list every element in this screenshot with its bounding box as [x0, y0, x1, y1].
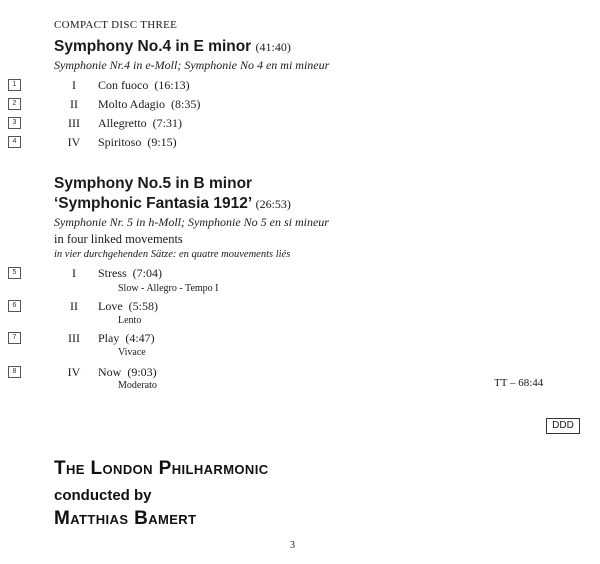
movement-title: Molto Adagio (8:35): [98, 97, 201, 111]
movement-numeral: II: [70, 299, 78, 313]
symphony5-note: in four linked movements: [54, 232, 183, 246]
page-number: 3: [290, 540, 295, 551]
movement-title: Now (9:03): [98, 365, 157, 379]
track-number-box: 3: [8, 117, 21, 129]
conductor-name: Matthias Bamert: [54, 508, 197, 529]
symphony4-subtitle: Symphonie Nr.4 in e-Moll; Symphonie No 4 en mi mineur: [54, 58, 330, 72]
tempo-marking: Lento: [118, 315, 142, 326]
symphony5-title: Symphony No.5 in B minor: [54, 175, 253, 192]
movement-title: Love (5:58): [98, 299, 158, 313]
track-number-box: 6: [8, 300, 21, 312]
movement-numeral: III: [68, 331, 80, 345]
symphony5-duration: (26:53): [255, 197, 291, 211]
movement-title: Play (4:47): [98, 331, 155, 345]
movement-title: Stress (7:04): [98, 266, 162, 280]
symphony5-note-translated: in vier durchgehenden Sätze: en quatre mouvements liés: [54, 249, 291, 260]
movement-numeral: IV: [67, 135, 81, 149]
orchestra-name: The London Philharmonic: [54, 458, 269, 479]
movement-numeral: III: [68, 116, 80, 130]
movement-title: Con fuoco (16:13): [98, 78, 190, 92]
track-number-box: 1: [8, 79, 21, 91]
movement-numeral: IV: [67, 365, 81, 379]
symphony4-title: [54, 38, 291, 56]
symphony5-subtitle: Symphonie Nr. 5 in h-Moll; Symphonie No 5 en si mineur: [54, 215, 329, 229]
movement-title: Allegretto (7:31): [98, 116, 182, 130]
movement-title: Spiritoso (9:15): [98, 135, 177, 149]
symphony4-duration: (41:40): [255, 40, 291, 54]
track-number-box: 5: [8, 267, 21, 279]
movement-numeral: I: [72, 266, 76, 280]
movement-numeral: I: [72, 78, 76, 92]
disc-label: COMPACT DISC THREE: [54, 19, 178, 31]
track-number-box: 8: [8, 366, 21, 378]
track-number-box: 2: [8, 98, 21, 110]
movement-numeral: II: [70, 97, 78, 111]
tempo-marking: Vivace: [118, 347, 146, 358]
symphony5-fantasia: ‘Symphonic Fantasia 1912’: [54, 195, 252, 212]
track-number-box: 7: [8, 332, 21, 344]
track-number-box: 4: [8, 136, 21, 148]
symphony5-subtitle-title: [54, 195, 291, 213]
symphony4-title-text: Symphony No.4 in E minor: [54, 38, 252, 55]
tempo-marking: Moderato: [118, 380, 157, 391]
total-time: TT – 68:44: [494, 377, 544, 389]
recording-code-badge: DDD: [546, 418, 580, 434]
conducted-by: conducted by: [54, 487, 152, 504]
tempo-marking: Slow - Allegro - Tempo I: [118, 283, 219, 294]
